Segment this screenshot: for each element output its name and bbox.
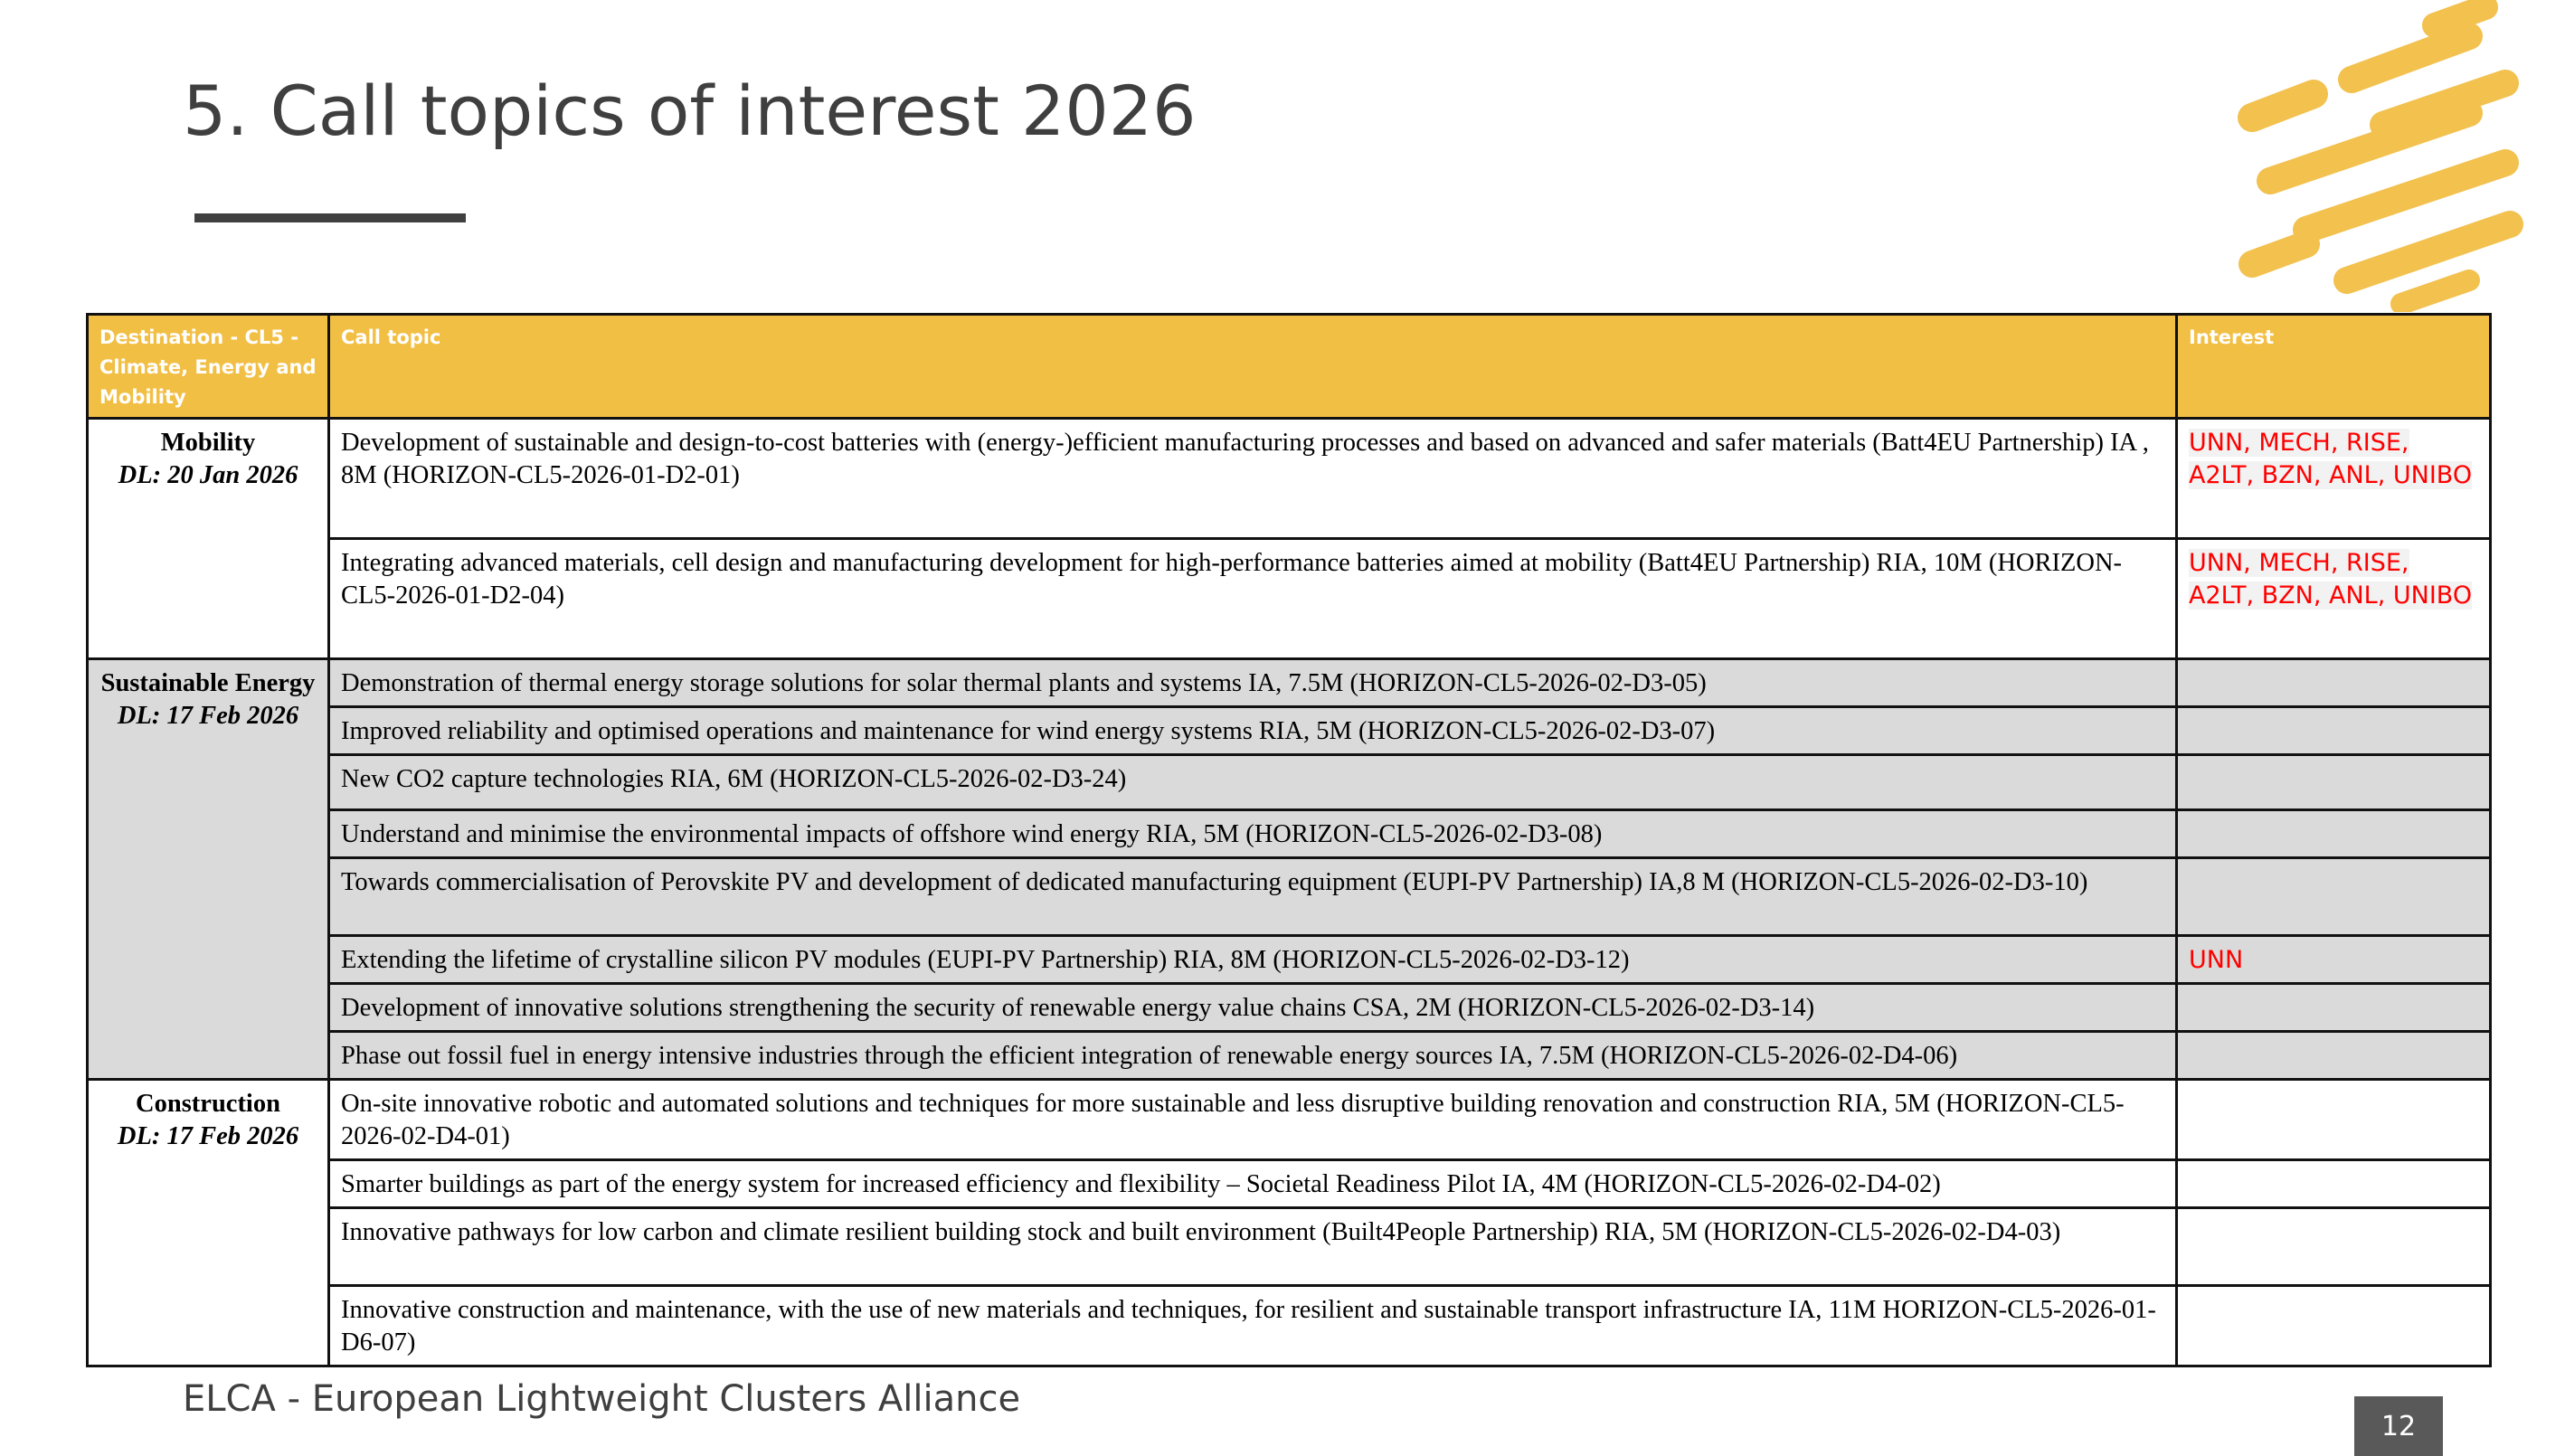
call-topic-cell: Improved reliability and optimised operations and maintenance for wind energy systems RIA, 5M (HORIZON-CL5-2026-02-D3-07): [329, 707, 2177, 755]
interest-text: UNN, MECH, RISE, A2LT, BZN, ANL, UNIBO: [2189, 429, 2473, 489]
call-topic-cell: New CO2 capture technologies RIA, 6M (HORIZON-CL5-2026-02-D3-24): [329, 755, 2177, 810]
interest-cell: UNN: [2177, 936, 2491, 984]
destination-name: Mobility: [160, 429, 256, 457]
table-row: [88, 984, 2491, 1032]
table-row: [88, 419, 2491, 539]
call-topics-table: [86, 313, 2492, 1367]
interest-cell: [2177, 1032, 2491, 1080]
destination-deadline: DL: 17 Feb 2026: [117, 1122, 299, 1150]
header-destination: Destination - CL5 - Climate, Energy and Mobility: [88, 315, 329, 419]
table-row: [88, 810, 2491, 858]
destination-name: Construction: [136, 1090, 280, 1118]
interest-cell: [2177, 419, 2491, 539]
call-topic-cell: Smarter buildings as part of the energy system for increased efficiency and flexibility – Societal Readiness Pilot IA, 4M (HORIZON-CL5-2026-02-D4-02): [329, 1160, 2177, 1208]
table-row: [88, 858, 2491, 936]
interest-text: UNN, MECH, RISE, A2LT, BZN, ANL, UNIBO: [2189, 549, 2473, 610]
destination-sustainable-energy: [88, 659, 329, 1080]
table-row: [88, 659, 2491, 707]
interest-cell: [2177, 1286, 2491, 1366]
call-topic-cell: On-site innovative robotic and automated solutions and techniques for more sustainable and less disruptive building renovation and construction RIA, 5M (HORIZON-CL5-2026-02-D4-01): [329, 1080, 2177, 1160]
table-row: [88, 1160, 2491, 1208]
interest-cell: [2177, 1208, 2491, 1286]
title-underline: [194, 213, 466, 222]
destination-construction: [88, 1080, 329, 1366]
call-topic-cell: Innovative pathways for low carbon and climate resilient building stock and built environment (Built4People Partnership) RIA, 5M (HORIZON-CL5-2026-02-D4-03): [329, 1208, 2177, 1286]
destination-mobility: [88, 419, 329, 659]
interest-cell: [2177, 984, 2491, 1032]
header-interest: Interest: [2177, 315, 2491, 419]
table-row: [88, 707, 2491, 755]
call-topic-cell: Innovative construction and maintenance, with the use of new materials and techniques, for resilient and sustainable transport infrastructure IA, 11M HORIZON-CL5-2026-01-D6-07): [329, 1286, 2177, 1366]
call-topic-cell: Demonstration of thermal energy storage solutions for solar thermal plants and systems IA, 7.5M (HORIZON-CL5-2026-02-D3-05): [329, 659, 2177, 707]
call-topic-cell: Development of innovative solutions strengthening the security of renewable energy value chains CSA, 2M (HORIZON-CL5-2026-02-D3-14): [329, 984, 2177, 1032]
table-row: [88, 539, 2491, 659]
interest-cell: [2177, 858, 2491, 936]
table-header-row: [88, 315, 2491, 419]
footer-organization: ELCA - European Lightweight Clusters Alliance: [183, 1378, 1021, 1420]
header-call-topic: Call topic: [329, 315, 2177, 419]
table-row: [88, 936, 2491, 984]
destination-deadline: DL: 17 Feb 2026: [117, 702, 299, 730]
interest-cell: [2177, 1160, 2491, 1208]
call-topic-cell: Phase out fossil fuel in energy intensive industries through the efficient integration of renewable energy sources IA, 7.5M (HORIZON-CL5-2026-02-D4-06): [329, 1032, 2177, 1080]
interest-cell: [2177, 1080, 2491, 1160]
table-row: [88, 1080, 2491, 1160]
call-topic-cell: Development of sustainable and design-to-cost batteries with (energy-)efficient manufacturing processes and based on advanced and safer materials (Batt4EU Partnership) IA , 8M (HORIZON-CL5-2026-01-D2-01): [329, 419, 2177, 539]
destination-deadline: DL: 20 Jan 2026: [118, 461, 298, 489]
call-topic-cell: Understand and minimise the environmental impacts of offshore wind energy RIA, 5M (HORIZON-CL5-2026-02-D3-08): [329, 810, 2177, 858]
slide-title: 5. Call topics of interest 2026: [183, 71, 1197, 151]
table-row: [88, 1286, 2491, 1366]
table-row: [88, 1032, 2491, 1080]
call-topic-cell: Extending the lifetime of crystalline silicon PV modules (EUPI-PV Partnership) RIA, 8M (HORIZON-CL5-2026-02-D3-12): [329, 936, 2177, 984]
interest-cell: [2177, 707, 2491, 755]
interest-cell: [2177, 539, 2491, 659]
destination-name: Sustainable Energy: [100, 669, 316, 697]
interest-cell: [2177, 755, 2491, 810]
call-topic-cell: Integrating advanced materials, cell design and manufacturing development for high-performance batteries aimed at mobility (Batt4EU Partnership) RIA, 10M (HORIZON-CL5-2026-01-D2-04): [329, 539, 2177, 659]
page-number: 12: [2354, 1396, 2443, 1456]
table-row: [88, 755, 2491, 810]
call-topic-cell: Towards commercialisation of Perovskite PV and development of dedicated manufacturing equipment (EUPI-PV Partnership) IA,8 M (HORIZON-CL5-2026-02-D3-10): [329, 858, 2177, 936]
table-row: [88, 1208, 2491, 1286]
elca-stripes-logo-icon: [2198, 0, 2523, 312]
interest-cell: [2177, 659, 2491, 707]
interest-cell: [2177, 810, 2491, 858]
